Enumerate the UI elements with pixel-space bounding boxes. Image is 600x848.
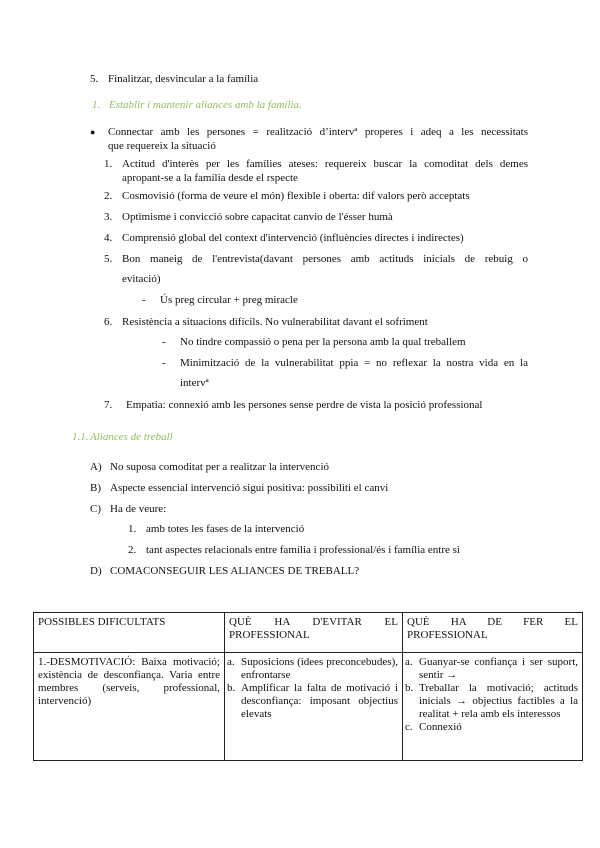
table-header-cell: QUÈ HA DE FER EL PROFESSIONAL: [403, 613, 583, 653]
list-marker: 7.: [104, 399, 113, 411]
bullet-icon: ●: [90, 127, 96, 137]
list-item: c. Connexió: [405, 721, 462, 733]
bullet-text-line: Connectar amb les persones = realització d’intervª properes i adeq a les necessitats: [108, 126, 528, 138]
section-heading: [92, 98, 302, 112]
list-item-text: apropant-se a la família desde el rspecte: [122, 172, 298, 184]
sub-list-item: intervª: [180, 377, 209, 389]
list-item: b. Amplificar la falta de motivació i desconfiança: imposant objectius elevats: [227, 682, 398, 720]
list-marker: 2.: [104, 190, 113, 202]
list-marker: 2.: [128, 544, 137, 556]
list-item: a. Suposicions (idees preconcebudes), enfrontarse: [227, 656, 398, 681]
list-item-text: No suposa comoditat per a realitzar la intervenció: [110, 461, 329, 473]
list-item-text: Resistència a situacions difícils. No vulnerabilitat davant el sofriment: [122, 316, 428, 328]
list-marker: 5.: [90, 73, 99, 85]
table-cell: [403, 653, 583, 761]
dash-marker: -: [142, 294, 146, 306]
list-marker: 5.: [104, 253, 113, 265]
list-item-text: Actitud d'interès per les famílies ateses: requereix buscar la comoditat dels demes: [122, 158, 528, 170]
avoid-list: [229, 656, 398, 721]
table-row: [34, 653, 583, 761]
list-marker: C): [90, 503, 101, 515]
list-item-text: Optimisme i convicció sobre capacitat canvio de l'ésser humà: [122, 211, 393, 223]
dash-marker: -: [162, 336, 166, 348]
sub-list-item: Ús preg circular + preg miracle: [160, 294, 298, 306]
table-header-row: [34, 613, 583, 653]
sub-list-item: tant aspectes relacionals entre família i professional/és i família entre si: [146, 544, 460, 556]
sub-list-item: Minimització de la vulnerabilitat ppia = no reflexar la nostra vida en la: [180, 357, 528, 369]
list-item-text: Aspecte essencial intervenció sigui positiva: possibiliti el canvi: [110, 482, 389, 494]
list-marker: D): [90, 565, 102, 577]
list-marker: A): [90, 461, 102, 473]
section-heading: [72, 430, 173, 444]
list-marker: 1.: [128, 523, 137, 535]
section-number: 1.: [92, 99, 101, 111]
difficulty-text: 1.-DESMOTIVACIÓ: Baixa motivació; existència de desconfiança. Varia entre membres (serveis, professional, intervenció): [38, 656, 220, 707]
bullet-item: [90, 125, 95, 139]
list-marker: 1.: [104, 158, 113, 170]
list-item: [90, 72, 259, 86]
list-item-text: Comprensió global del context d'intervenció (influències directes i indirectes): [122, 232, 464, 244]
bullet-text-line: que requereix la situació: [108, 140, 216, 152]
list-item-text: Empatia: connexió amb les persones sense perdre de vista la posició professional: [126, 399, 483, 411]
dash-marker: -: [162, 357, 166, 369]
table-header-cell: QUÈ HA D'EVITAR EL PROFESSIONAL: [225, 613, 403, 653]
list-marker: 3.: [104, 211, 113, 223]
table-header-cell: POSSIBLES DIFICULTATS: [34, 613, 225, 653]
table-cell: [34, 653, 225, 761]
list-marker: 4.: [104, 232, 113, 244]
section-number: 1.1.: [72, 431, 89, 443]
list-item: b. Treballar la motivació; actituds inicials → objectius factibles a la realitat + rela amb els interessos: [405, 682, 578, 720]
list-item-text: Bon maneig de l'entrevista(davant persones amb actituds inicials de rebuig o: [122, 253, 528, 265]
table-cell: [225, 653, 403, 761]
list-item-text: Finalitzar, desvincular a la família: [108, 73, 259, 85]
list-item-text: evitació): [122, 273, 161, 285]
list-item: a. Guanyar-se confiança i ser suport, sentir →: [405, 656, 578, 681]
section-title: Aliances de treball: [90, 431, 173, 443]
do-list: [407, 656, 578, 734]
list-marker: B): [90, 482, 101, 494]
list-marker: 6.: [104, 316, 113, 328]
sub-list-item: No tindre compassió o pena per la persona amb la qual treballem: [180, 336, 466, 348]
list-item-text: Ha de veure:: [110, 503, 167, 515]
list-item-text: Cosmovisió (forma de veure el món) flexible i oberta: dif valors però acceptats: [122, 190, 470, 202]
list-item-text: COMACONSEGUIR LES ALIANCES DE TREBALL?: [110, 565, 360, 577]
section-title: Establir i mantenir aliances amb la família.: [109, 99, 302, 111]
difficulties-table: [33, 612, 583, 761]
sub-list-item: amb totes les fases de la intervenció: [146, 523, 305, 535]
